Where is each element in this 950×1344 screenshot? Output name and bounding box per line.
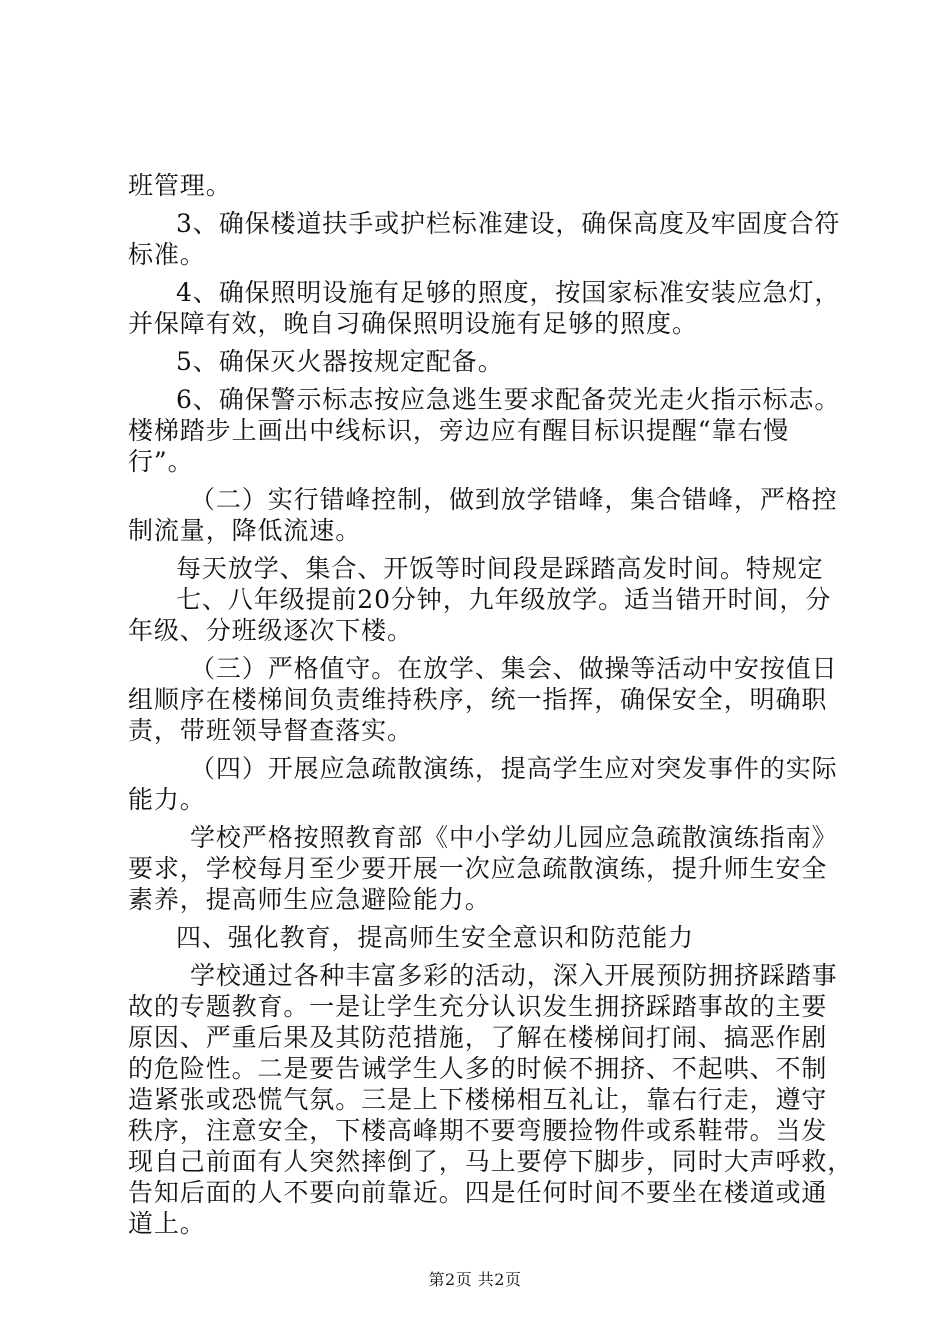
text-line: 能力。: [128, 785, 206, 814]
text-line: 秩序，注意安全，下楼高峰期不要弯腰捡物件或系鞋带。当发: [128, 1116, 828, 1145]
text-line: （二）实行错峰控制，做到放学错峰，集合错峰，严格控: [190, 485, 838, 514]
text-line: 的危险性。二是要告诫学生人多的时候不拥挤、不起哄、不制: [128, 1054, 828, 1083]
text-line: 组顺序在楼梯间负责维持秩序，统一指挥，确保安全，明确职: [128, 685, 828, 714]
text-line: 年级、分班级逐次下楼。: [128, 616, 413, 645]
text-line: 4、确保照明设施有足够的照度，按国家标准安装应急灯，: [176, 278, 841, 307]
page-footer: 第2页 共2页: [428, 1270, 522, 1289]
text-line: 造紧张或恐慌气氛。三是上下楼梯相互礼让，靠右行走，遵守: [128, 1085, 828, 1114]
text-line: 原因、严重后果及其防范措施，了解在楼梯间打闹、搞恶作剧: [128, 1023, 828, 1052]
text-line: 3、确保楼道扶手或护栏标准建设，确保高度及牢固度合符: [176, 209, 841, 238]
text-line: 道上。: [128, 1209, 206, 1238]
text-line: （四）开展应急疏散演练，提高学生应对突发事件的实际: [190, 754, 838, 783]
text-line: 行”。: [128, 447, 194, 476]
text-line: 楼梯踏步上画出中线标识，旁边应有醒目标识提醒“靠右慢: [128, 416, 790, 445]
text-line: 学校严格按照教育部《中小学幼儿园应急疏散演练指南》: [190, 823, 838, 852]
text-line: 告知后面的人不要向前靠近。四是任何时间不要坐在楼道或通: [128, 1178, 828, 1207]
text-line: 并保障有效，晚自习确保照明设施有足够的照度。: [128, 309, 698, 338]
text-line: （三）严格值守。在放学、集会、做操等活动中安按值日: [190, 654, 838, 683]
text-line: 5、确保灭火器按规定配备。: [176, 347, 504, 376]
text-line: 四、强化教育，提高师生安全意识和防范能力: [176, 923, 695, 952]
text-line: 现自己前面有人突然摔倒了，马上要停下脚步，同时大声呼救，: [128, 1147, 854, 1176]
text-line: 每天放学、集合、开饭等时间段是踩踏高发时间。特规定: [176, 554, 824, 583]
text-line: 6、确保警示标志按应急逃生要求配备荧光走火指示标志。: [176, 385, 841, 414]
text-line: 要求，学校每月至少要开展一次应急疏散演练，提升师生安全: [128, 854, 828, 883]
document-body: [128, 170, 854, 1239]
text-line: 标准。: [128, 240, 206, 269]
text-line: 责，带班领导督查落实。: [128, 716, 413, 745]
text-line: 故的专题教育。一是让学生充分认识发生拥挤踩踏事故的主要: [128, 992, 828, 1021]
text-line: 素养，提高师生应急避险能力。: [128, 885, 491, 914]
text-line: 制流量，降低流速。: [128, 516, 362, 545]
text-line: 班管理。: [128, 171, 232, 200]
text-line: 七、八年级提前20分钟，九年级放学。适当错开时间，分: [176, 585, 832, 614]
text-line: 学校通过各种丰富多彩的活动，深入开展预防拥挤踩踏事: [190, 961, 838, 990]
